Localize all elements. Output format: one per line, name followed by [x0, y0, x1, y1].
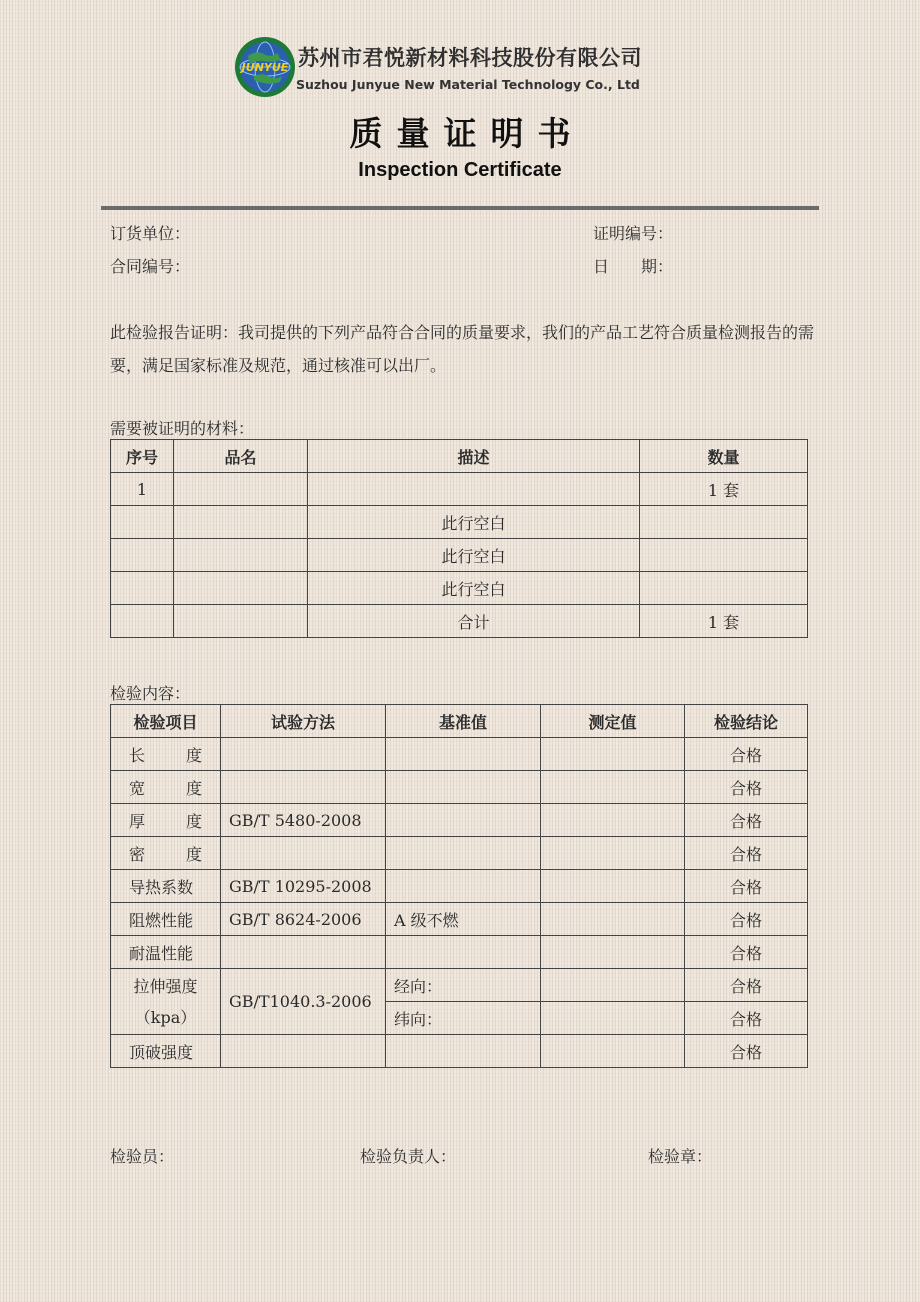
column-header: 品名	[174, 440, 308, 473]
result-cell: 合格	[685, 738, 808, 771]
stamp-label: 检验章：	[648, 1147, 713, 1166]
materials-label: 需要被证明的材料：	[110, 419, 255, 438]
result-cell: 合格	[685, 936, 808, 969]
result-cell: 合格	[685, 837, 808, 870]
certification-statement: 此检验报告证明：我司提供的下列产品符合合同的质量要求，我们的产品工艺符合质量检测报告的需要，满足国家标准及规范，通过核准可以出厂。	[110, 323, 815, 375]
item-cell: 阻燃性能	[111, 903, 221, 936]
tensile-item-cell	[111, 969, 221, 1035]
method-cell	[221, 738, 386, 771]
item-char: 度	[185, 745, 202, 765]
row-name	[174, 572, 308, 605]
inspection-label: 检验内容：	[110, 684, 191, 703]
item-cell	[111, 738, 221, 771]
tensile-method-cell: GB/T1040.3-2006	[221, 969, 386, 1035]
item-char: 度	[185, 778, 202, 798]
measured-cell	[541, 738, 685, 771]
tensile-weft-cell: 纬向：	[386, 1002, 541, 1035]
base-cell	[386, 738, 541, 771]
item-cell: 顶破强度	[111, 1035, 221, 1068]
row-desc: 此行空白	[308, 506, 640, 539]
item-cell: 耐温性能	[111, 936, 221, 969]
item-cell	[111, 837, 221, 870]
result-cell: 合格	[685, 969, 808, 1002]
item-char: 长	[129, 745, 146, 765]
table-row	[111, 506, 808, 539]
table-row	[111, 1035, 808, 1068]
column-header: 检验项目	[111, 705, 221, 738]
method-cell: GB/T 5480-2008	[221, 804, 386, 837]
row-name	[174, 539, 308, 572]
method-cell	[221, 771, 386, 804]
page-title-cn: 质量证明书	[349, 114, 585, 153]
row-name	[174, 605, 308, 638]
contract-no-label: 合同编号：	[110, 257, 191, 276]
row-no	[111, 506, 174, 539]
row-no	[111, 572, 174, 605]
date-label: 日 期：	[593, 257, 674, 276]
base-cell	[386, 1035, 541, 1068]
company-name-cn: 苏州市君悦新材料科技股份有限公司	[298, 46, 642, 70]
item-char: 密	[129, 844, 146, 864]
measured-cell	[541, 1002, 685, 1035]
row-desc	[308, 473, 640, 506]
base-cell	[386, 870, 541, 903]
column-header: 检验结论	[685, 705, 808, 738]
column-header: 试验方法	[221, 705, 386, 738]
measured-cell	[541, 936, 685, 969]
result-cell: 合格	[685, 903, 808, 936]
table-row	[111, 936, 808, 969]
method-cell	[221, 837, 386, 870]
company-logo	[234, 36, 296, 98]
table-row	[111, 771, 808, 804]
row-no: 1	[111, 473, 174, 506]
row-no	[111, 539, 174, 572]
base-cell	[386, 837, 541, 870]
company-name-en: Suzhou Junyue New Material Technology Co., Ltd	[296, 77, 640, 92]
column-header: 测定值	[541, 705, 685, 738]
method-cell	[221, 1035, 386, 1068]
method-cell: GB/T 10295-2008	[221, 870, 386, 903]
item-cell: 导热系数	[111, 870, 221, 903]
row-no	[111, 605, 174, 638]
inspector-label: 检验员：	[110, 1147, 175, 1166]
row-qty	[640, 506, 808, 539]
table-row	[111, 738, 808, 771]
table-row	[111, 473, 808, 506]
base-cell	[386, 936, 541, 969]
base-cell	[386, 771, 541, 804]
table-row	[111, 903, 808, 936]
column-header: 序号	[111, 440, 174, 473]
logo-text: JUNYUE	[241, 61, 289, 74]
item-char: 度	[185, 811, 202, 831]
table-row	[111, 969, 808, 1002]
measured-cell	[541, 870, 685, 903]
row-qty: 1 套	[640, 605, 808, 638]
measured-cell	[541, 837, 685, 870]
row-qty	[640, 539, 808, 572]
column-header: 数量	[640, 440, 808, 473]
item-cell	[111, 771, 221, 804]
tensile-warp-cell: 经向：	[386, 969, 541, 1002]
table-row	[111, 572, 808, 605]
row-desc: 合计	[308, 605, 640, 638]
measured-cell	[541, 903, 685, 936]
row-name	[174, 506, 308, 539]
row-name	[174, 473, 308, 506]
table-row	[111, 870, 808, 903]
table-row	[111, 837, 808, 870]
result-cell: 合格	[685, 1035, 808, 1068]
base-cell	[386, 804, 541, 837]
tensile-item-line2: （kpa）	[134, 1007, 197, 1027]
result-cell: 合格	[685, 804, 808, 837]
row-desc: 此行空白	[308, 572, 640, 605]
tensile-item-line1: 拉伸强度	[133, 976, 198, 996]
item-char: 度	[185, 844, 202, 864]
measured-cell	[541, 969, 685, 1002]
column-header: 描述	[308, 440, 640, 473]
cert-no-label: 证明编号：	[593, 224, 674, 243]
page-title-en: Inspection Certificate	[358, 159, 562, 181]
column-header: 基准值	[386, 705, 541, 738]
result-cell: 合格	[685, 870, 808, 903]
method-cell	[221, 936, 386, 969]
row-qty: 1 套	[640, 473, 808, 506]
table-header-row	[111, 705, 808, 738]
result-cell: 合格	[685, 1002, 808, 1035]
materials-table	[110, 439, 808, 638]
measured-cell	[541, 804, 685, 837]
inspection-table	[110, 704, 808, 1068]
table-row	[111, 539, 808, 572]
measured-cell	[541, 771, 685, 804]
item-char: 厚	[129, 811, 146, 831]
method-cell: GB/T 8624-2006	[221, 903, 386, 936]
table-header-row	[111, 440, 808, 473]
order-unit-label: 订货单位：	[110, 224, 191, 243]
total-row	[111, 605, 808, 638]
row-desc: 此行空白	[308, 539, 640, 572]
item-cell	[111, 804, 221, 837]
row-qty	[640, 572, 808, 605]
base-cell: A 级不燃	[386, 903, 541, 936]
table-row	[111, 804, 808, 837]
result-cell: 合格	[685, 771, 808, 804]
header-divider	[101, 206, 819, 210]
item-char: 宽	[129, 778, 146, 798]
measured-cell	[541, 1035, 685, 1068]
supervisor-label: 检验负责人：	[360, 1147, 457, 1166]
